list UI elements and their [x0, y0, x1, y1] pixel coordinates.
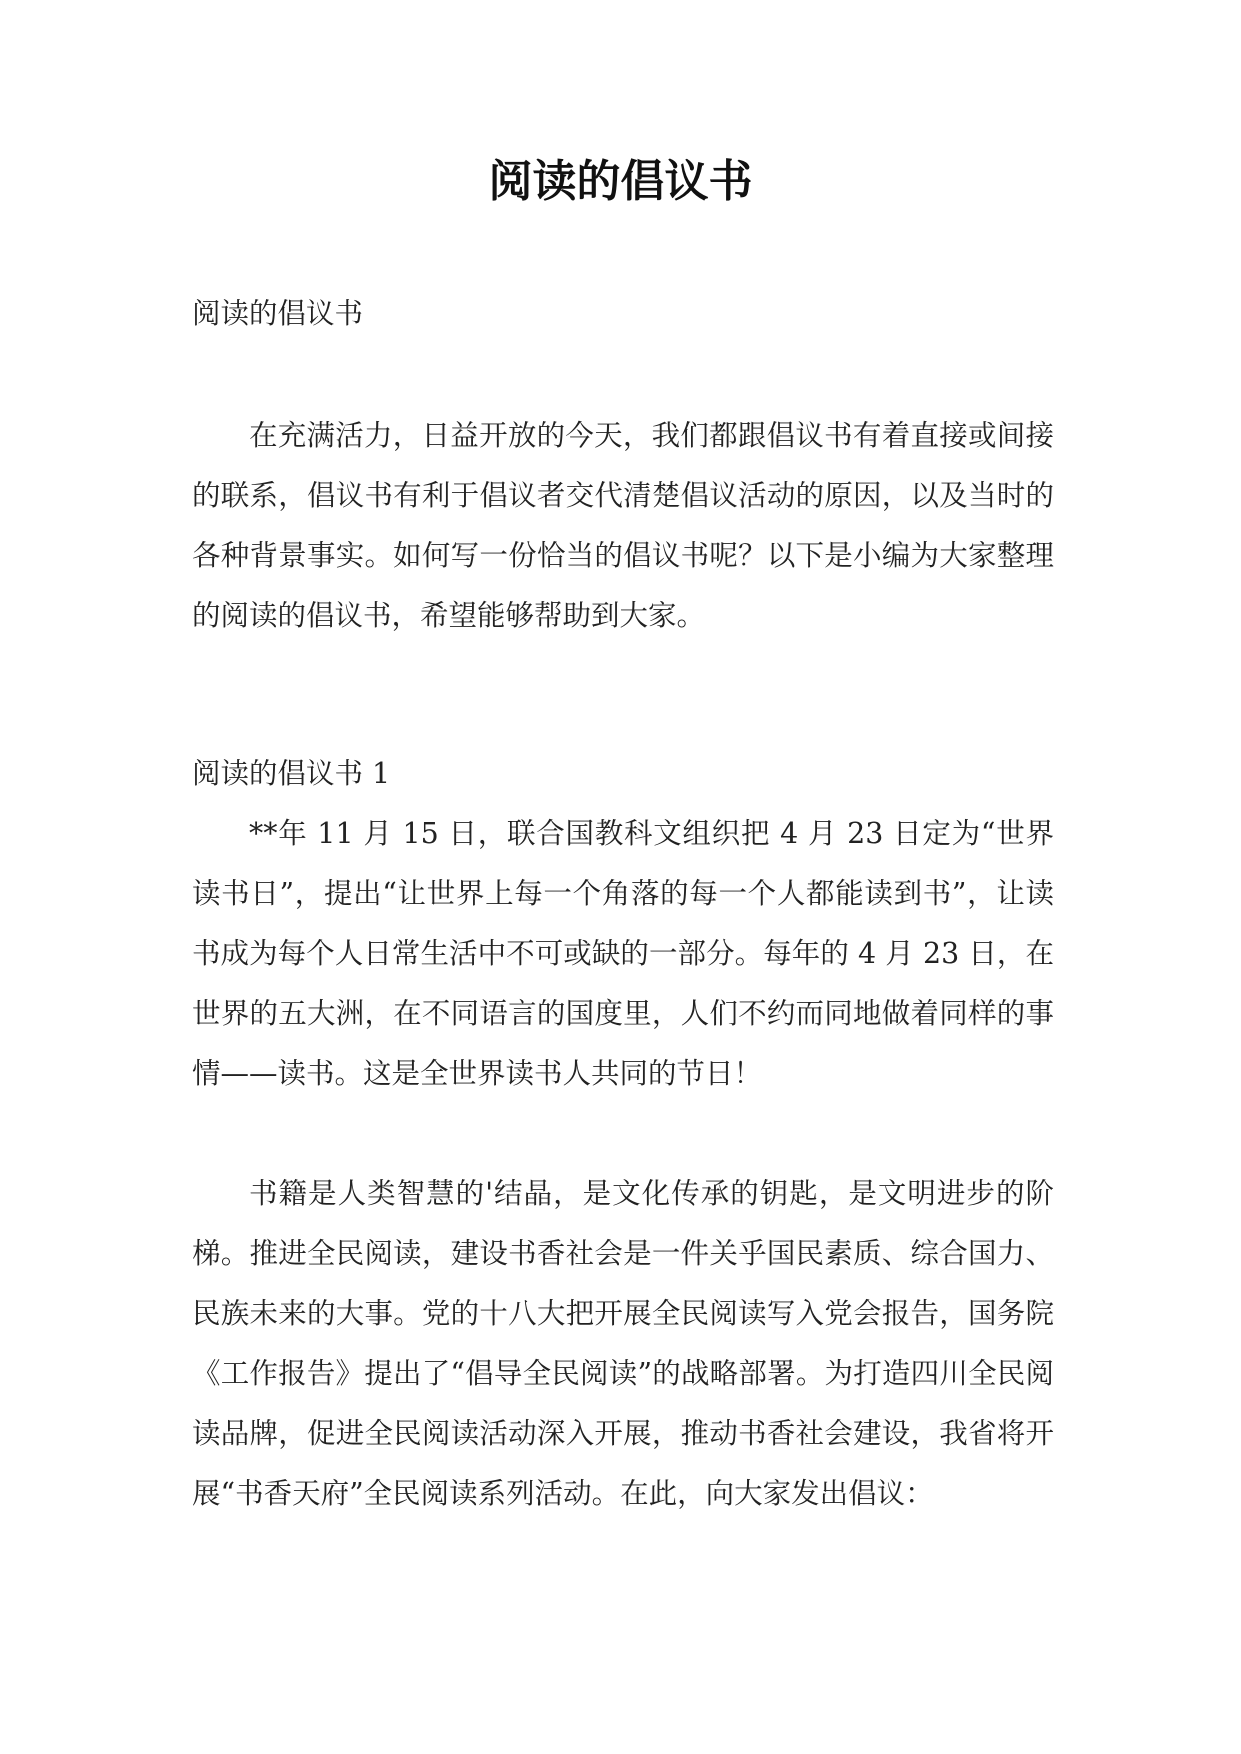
body-paragraph-2: 书籍是人类智慧的'结晶，是文化传承的钥匙，是文明进步的阶梯。推进全民阅读，建设书香社会是一件关乎国民素质、综合国力、民族未来的大事。党的十八大把开展全民阅读写入党会报告，国务院《工作报告》提出了“倡导全民阅读”的战略部署。为打造四川全民阅读品牌，促进全民阅读活动深入开展，推动书香社会建设，我省将开展“书香天府”全民阅读系列活动。在此，向大家发出倡议：: [192, 1177, 1054, 1510]
intro-paragraph: 在充满活力，日益开放的今天，我们都跟倡议书有着直接或间接的联系，倡议书有利于倡议者交代清楚倡议活动的原因，以及当时的各种背景事实。如何写一份恰当的倡议书呢？以下是小编为大家整理的阅读的倡议书，希望能够帮助到大家。: [192, 419, 1054, 632]
document-heading: 阅读的倡议书: [192, 297, 364, 330]
body-paragraph-1: **年 11 月 15 日，联合国教科文组织把 4 月 23 日定为“世界读书日”，提出“让世界上每一个角落的每一个人都能读到书”，让读书成为每个人日常生活中不可或缺的一部分。每年的 4 月 23 日，在世界的五大洲，在不同语言的国度里，人们不约而同地做着同样的事情——读书。这是全世界读书人共同的节日！: [192, 817, 1054, 1090]
section-heading: 阅读的倡议书 1: [192, 757, 391, 790]
document-title: 阅读的倡议书: [488, 156, 753, 207]
